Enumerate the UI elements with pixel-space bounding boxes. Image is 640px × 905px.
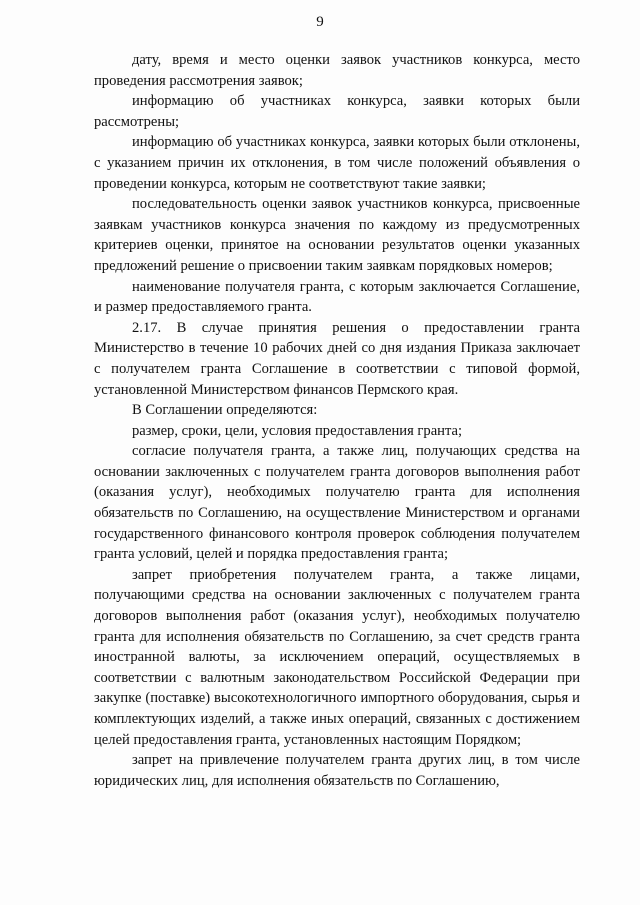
paragraph-agreement-defines: В Соглашении определяются: <box>132 402 318 419</box>
document-body <box>94 50 580 791</box>
paragraph-consent-to-audit: согласие получателя гранта, а также лиц, получающих средства на основании заключенных с получателем гранта договоров выполнения работ (оказания услуг), необходимых получателю гранта для исполнения обязательств по Соглашению, на осуществление Министерством и органами государственного финансового контроля проверок соблюдения получателем гранта условий, целей и порядка предоставления гранта; <box>94 443 580 563</box>
paragraph-third-party-ban: запрет на привлечение получателем гранта других лиц, в том числе юридических лиц, для исполнения обязательств по Соглашению, <box>94 752 580 789</box>
paragraph-evaluation-date: дату, время и место оценки заявок участников конкурса, место проведения рассмотрения заявок; <box>94 52 580 89</box>
paragraph-evaluation-sequence: последовательность оценки заявок участников конкурса, присвоенные заявкам участников конкурса значения по каждому из предусмотренных критериев оценки, принятое на основании результатов оценки указанных предложений решение о присвоении таким заявкам порядковых номеров; <box>94 196 580 274</box>
paragraph-rejected-participants: информацию об участниках конкурса, заявки которых были отклонены, с указанием причин их отклонения, в том числе положений объявления о проведении конкурса, которым не соответствуют такие заявки; <box>94 134 580 192</box>
paragraph-section-2-17: 2.17. В случае принятия решения о предоставлении гранта Министерство в течение 10 рабочих дней со дня издания Приказа заключает с получателем гранта Соглашение в соответствии с типовой формой, установленной Министерством финансов Пермского края. <box>94 319 580 398</box>
paragraph-foreign-currency-ban: запрет приобретения получателем гранта, а также лицами, получающими средства на основании заключенных с получателем гранта договоров выполнения работ (оказания услуг), необходимых получателю гранта для исполнения обязательств по Соглашению, за счет средств гранта иностранной валюты, за исключением операций, осуществляемых в соответствии с валютным законодательством Российской Федерации при закупке (поставке) высокотехнологичного импортного оборудования, сырья и комплектующих изделий, а также иных операций, связанных с достижением целей предоставления гранта, установленных настоящим Порядком; <box>94 566 580 748</box>
paragraph-grant-terms: размер, сроки, цели, условия предоставления гранта; <box>132 422 463 439</box>
paragraph-reviewed-participants: информацию об участниках конкурса, заявки которых были рассмотрены; <box>94 93 580 130</box>
page-number: 9 <box>316 14 324 30</box>
paragraph-recipient-name: наименование получателя гранта, с которым заключается Соглашение, и размер предоставляемого гранта. <box>94 278 580 316</box>
